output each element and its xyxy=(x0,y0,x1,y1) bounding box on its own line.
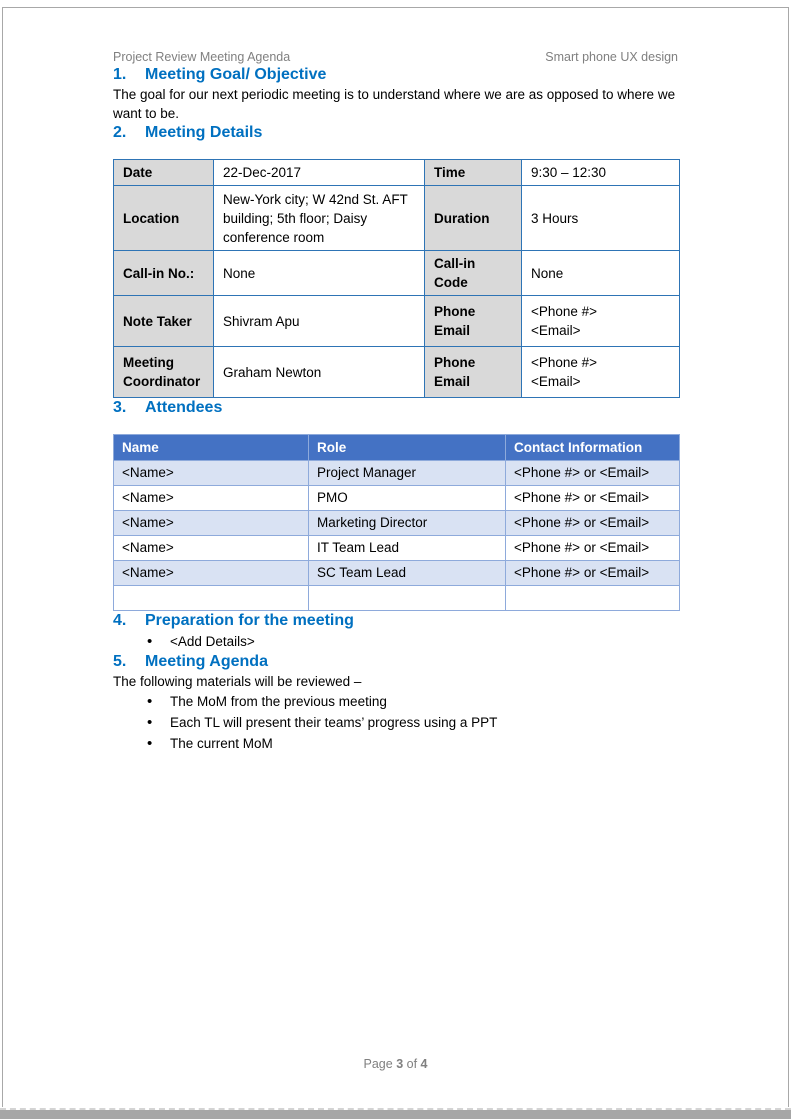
details-value-cell: 9:30 – 12:30 xyxy=(522,160,680,186)
section-number: 4. xyxy=(113,612,127,629)
details-label-cell: Date xyxy=(114,160,214,186)
page-break-strip xyxy=(0,1110,791,1119)
details-row xyxy=(114,347,680,398)
attendees-cell: SC Team Lead xyxy=(309,561,506,586)
meeting-details-table xyxy=(113,159,680,398)
details-label-cell: Phone Email xyxy=(425,347,522,398)
header-left-title: Project Review Meeting Agenda xyxy=(113,50,291,64)
section-title: Preparation for the meeting xyxy=(145,612,354,629)
footer-page-total: 4 xyxy=(420,1057,428,1071)
attendees-cell xyxy=(506,586,680,611)
attendees-cell: Marketing Director xyxy=(309,511,506,536)
details-label-cell: Phone Email xyxy=(425,296,522,347)
attendees-cell: Project Manager xyxy=(309,461,506,486)
attendees-row xyxy=(114,511,680,536)
attendees-cell xyxy=(309,586,506,611)
section-number: 2. xyxy=(113,124,127,141)
section-number: 3. xyxy=(113,399,127,416)
preparation-bullet-list xyxy=(113,631,678,652)
attendees-cell: <Phone #> or <Email> xyxy=(506,486,680,511)
details-value-cell: <Phone #> <Email> xyxy=(522,347,680,398)
details-value-cell: None xyxy=(522,251,680,296)
attendees-column-header: Name xyxy=(114,435,309,461)
agenda-bullet-list xyxy=(113,691,678,754)
details-value-cell: 22-Dec-2017 xyxy=(214,160,425,186)
attendees-cell: IT Team Lead xyxy=(309,536,506,561)
attendees-column-header: Contact Information xyxy=(506,435,680,461)
section-title: Meeting Goal/ Objective xyxy=(145,66,327,83)
footer-page-label: Page xyxy=(363,1057,393,1071)
section-title: Attendees xyxy=(145,399,223,416)
attendees-table xyxy=(113,434,680,611)
attendees-cell: <Phone #> or <Email> xyxy=(506,461,680,486)
attendees-row xyxy=(114,461,680,486)
section-heading-attendees xyxy=(113,398,678,418)
agenda-intro-paragraph: The following materials will be reviewed – xyxy=(113,674,362,689)
attendees-cell: <Name> xyxy=(114,461,309,486)
details-value-cell: Graham Newton xyxy=(214,347,425,398)
attendees-column-header: Role xyxy=(309,435,506,461)
document-header xyxy=(113,50,678,65)
section-title: Meeting Agenda xyxy=(145,653,268,670)
attendees-header-row xyxy=(114,435,680,461)
details-row xyxy=(114,160,680,186)
footer-of-label: of xyxy=(406,1057,418,1071)
attendees-table-head xyxy=(114,435,680,461)
details-label-cell: Duration xyxy=(425,186,522,251)
details-row xyxy=(114,186,680,251)
attendees-row xyxy=(114,486,680,511)
details-value-cell: Shivram Apu xyxy=(214,296,425,347)
attendees-table-body xyxy=(114,461,680,611)
section-heading-details xyxy=(113,123,678,143)
section-number: 1. xyxy=(113,66,127,83)
page-number-footer xyxy=(3,1057,788,1071)
details-value-cell: New-York city; W 42nd St. AFT building; 5th floor; Daisy conference room xyxy=(214,186,425,251)
bullet-item: • The MoM from the previous meeting xyxy=(113,691,678,712)
attendees-row xyxy=(114,586,680,611)
section-heading-goal xyxy=(113,65,678,85)
bullet-item: • Each TL will present their teams’ progress using a PPT xyxy=(113,712,678,733)
details-label-cell: Time xyxy=(425,160,522,186)
section-number: 5. xyxy=(113,653,127,670)
footer-page-number: 3 xyxy=(396,1057,404,1071)
attendees-cell: <Phone #> or <Email> xyxy=(506,511,680,536)
attendees-cell: <Name> xyxy=(114,561,309,586)
section-title: Meeting Details xyxy=(145,124,263,141)
details-value-cell: <Phone #> <Email> xyxy=(522,296,680,347)
attendees-cell xyxy=(114,586,309,611)
bullet-item: • <Add Details> xyxy=(113,631,678,652)
attendees-cell: <Name> xyxy=(114,486,309,511)
details-label-cell: Call-in No.: xyxy=(114,251,214,296)
details-value-cell: 3 Hours xyxy=(522,186,680,251)
attendees-cell: PMO xyxy=(309,486,506,511)
details-label-cell: Call-in Code xyxy=(425,251,522,296)
details-label-cell: Note Taker xyxy=(114,296,214,347)
details-row xyxy=(114,296,680,347)
details-value-cell: None xyxy=(214,251,425,296)
attendees-cell: <Name> xyxy=(114,511,309,536)
bullet-item: • The current MoM xyxy=(113,733,678,754)
attendees-cell: <Phone #> or <Email> xyxy=(506,536,680,561)
details-label-cell: Location xyxy=(114,186,214,251)
header-right-title: Smart phone UX design xyxy=(545,50,678,64)
attendees-cell: <Name> xyxy=(114,536,309,561)
goal-paragraph: The goal for our next periodic meeting is to understand where we are as opposed to where we want to be. xyxy=(113,87,676,121)
attendees-row xyxy=(114,561,680,586)
attendees-row xyxy=(114,536,680,561)
details-row xyxy=(114,251,680,296)
meeting-details-table-body xyxy=(114,160,680,398)
section-heading-preparation xyxy=(113,611,678,631)
document-page xyxy=(2,7,789,1107)
attendees-cell: <Phone #> or <Email> xyxy=(506,561,680,586)
details-label-cell: Meeting Coordinator xyxy=(114,347,214,398)
section-heading-agenda xyxy=(113,652,678,672)
